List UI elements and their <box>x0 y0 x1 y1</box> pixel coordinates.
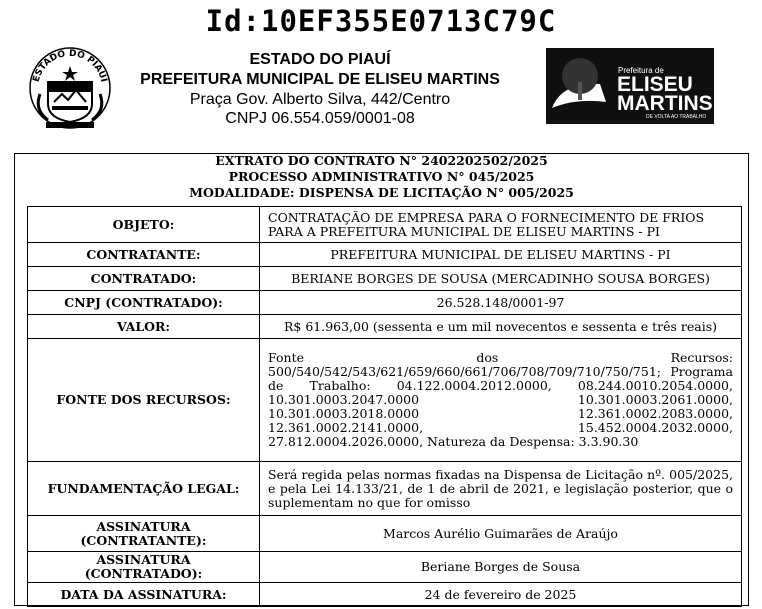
municipality-name: PREFEITURA MUNICIPAL DE ELISEU MARTINS <box>140 71 500 88</box>
table-row <box>28 315 742 339</box>
fundamentacao-value: Será regida pelas normas fixadas na Dispensa de Licitação nº. 005/2025, e pela Lei 14.133/21, de 1 de abril de 2021, e legislação posterior, que o suplementam no que for omisso <box>260 462 742 516</box>
fonte-value: Fonte dos Recursos: 500/540/542/543/621/659/660/661/706/708/709/710/750/751; Programa de Trabalho: 04.122.0004.2012.0000, 08.244.0010.2054.0000, 10.301.0003.2047.0000 10.301.0003.2061.0000, 10.301.0003.2018.0000 12.361.0002.2083.0000, 12.361.0002.2141.0000, 15.452.0004.2032.0000, 27.812.0004.2026.0000, Natureza da Despensa: 3.3.90.30 <box>260 339 742 462</box>
coat-of-arms-text: ESTADO DO PIAUÍ <box>31 48 109 84</box>
logo-city-line1: ELISEU <box>617 73 693 96</box>
municipality-cnpj: CNPJ 06.554.059/0001-08 <box>225 110 415 127</box>
coat-of-arms-icon <box>24 44 116 132</box>
city-logo <box>546 48 714 124</box>
logo-city-line2: MARTINS <box>617 92 713 115</box>
state-name: ESTADO DO PIAUÍ <box>249 51 391 68</box>
table-row <box>28 267 742 291</box>
cnpj-value: 26.528.148/0001-97 <box>260 291 742 315</box>
table-row <box>28 339 742 462</box>
table-row <box>28 583 742 607</box>
valor-label: VALOR: <box>28 315 260 339</box>
cnpj-label: CNPJ (CONTRATADO): <box>28 291 260 315</box>
svg-text:ESTADO DO PIAUÍ <box>32 49 111 84</box>
fundamentacao-label: FUNDAMENTAÇÃO LEGAL: <box>28 462 260 516</box>
process-title: PROCESSO ADMINISTRATIVO N° 045/2025 <box>228 169 535 184</box>
tree-logo-icon <box>546 48 616 124</box>
extract-title: EXTRATO DO CONTRATO N° 2402202502/2025 <box>215 153 548 168</box>
data-label: DATA DA ASSINATURA: <box>28 583 260 607</box>
table-row <box>28 552 742 583</box>
contratante-label: CONTRATANTE: <box>28 243 260 267</box>
table-row <box>28 462 742 516</box>
assinatura-contratante-label-line2: (CONTRATANTE): <box>80 532 207 548</box>
assinatura-contratante-value: Marcos Aurélio Guimarães de Araújo <box>260 516 742 552</box>
document-id: Id:10EF355E0713C79C <box>205 4 557 38</box>
table-row <box>28 207 742 243</box>
contract-table <box>27 206 742 607</box>
contratante-value: PREFEITURA MUNICIPAL DE ELISEU MARTINS - PI <box>260 243 742 267</box>
table-row <box>28 291 742 315</box>
table-row <box>28 516 742 552</box>
assinatura-contratante-label-line1: ASSINATURA <box>96 518 191 534</box>
assinatura-contratado-value: Beriane Borges de Sousa <box>260 552 742 583</box>
modality-title: MODALIDADE: DISPENSA DE LICITAÇÃO N° 005/2025 <box>189 185 574 200</box>
objeto-line1: CONTRATAÇÃO DE EMPRESA PARA O FORNECIMENTO DE FRIOS <box>268 209 705 225</box>
objeto-value <box>260 207 742 243</box>
valor-value: R$ 61.963,00 (sessenta e um mil novecentos e sessenta e três reais) <box>260 315 742 339</box>
address: Praça Gov. Alberto Silva, 442/Centro <box>189 91 451 108</box>
assinatura-contratante-label <box>28 516 260 552</box>
logo-motto: DE VOLTA AO TRABALHO <box>646 114 707 120</box>
extract-titles <box>14 153 749 201</box>
data-value: 24 de fevereiro de 2025 <box>260 583 742 607</box>
contratado-value: BERIANE BORGES DE SOUSA (MERCADINHO SOUSA BORGES) <box>260 267 742 291</box>
logo-prefix: Prefeitura de <box>618 66 664 75</box>
letterhead <box>120 50 520 128</box>
objeto-line2: PARA A PREFEITURA MUNICIPAL DE ELISEU MARTINS - PI <box>268 223 660 239</box>
table-row <box>28 243 742 267</box>
objeto-label: OBJETO: <box>28 207 260 243</box>
contratado-label: CONTRATADO: <box>28 267 260 291</box>
assinatura-contratado-label: ASSINATURA (CONTRATADO): <box>28 552 260 583</box>
fonte-label: FONTE DOS RECURSOS: <box>28 339 260 462</box>
